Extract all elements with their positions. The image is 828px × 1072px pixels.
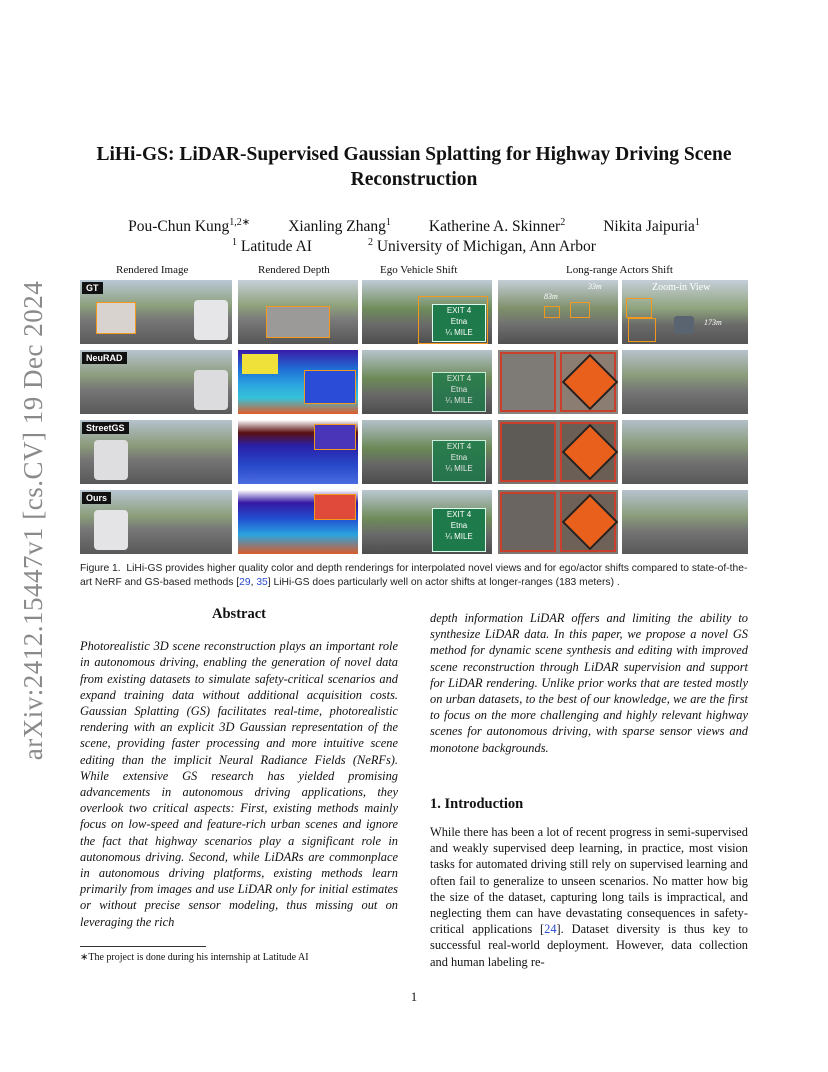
tile-rendered-depth-gt — [238, 280, 358, 344]
affiliation: $^1$ Latitude AI — [232, 236, 312, 255]
tile-zoom-neurad — [622, 350, 748, 414]
zoom-label: Zoom-in View — [652, 282, 711, 293]
tile-ego-shift-streetgs: EXIT 4 Etna ¼ MILE — [362, 420, 492, 484]
author-block — [80, 217, 748, 257]
paper-title: LiHi-GS: LiDAR-Supervised Gaussian Splatting for Highway Driving Scene Reconstruction — [96, 144, 732, 190]
figure-1 — [80, 264, 748, 562]
tile-actor-shift-streetgs — [498, 420, 618, 484]
highway-sign: EXIT 4 Etna ¼ MILE — [432, 304, 486, 342]
citation-link[interactable]: 29 — [239, 577, 251, 588]
right-column — [430, 610, 748, 970]
section-heading: 1. Introduction — [430, 795, 524, 812]
tile-rendered-image-streetgs — [80, 420, 232, 484]
figure-column-headers — [80, 264, 748, 280]
tile-ego-shift-neurad: EXIT 4 Etna ¼ MILE — [362, 350, 492, 414]
tile-rendered-depth-streetgs — [238, 420, 358, 484]
author-list — [80, 217, 748, 237]
author: Katherine A. Skinner$^2$ — [428, 216, 566, 235]
distance-label: 173m — [704, 318, 722, 327]
citation-link[interactable]: 35 — [256, 577, 268, 588]
car-image — [674, 316, 694, 334]
tile-zoom-gt — [622, 280, 748, 344]
abstract-heading: Abstract — [212, 606, 266, 622]
tile-rendered-depth-neurad — [238, 350, 358, 414]
author: Pou-Chun Kung$^{1,2∗}$ — [128, 216, 251, 235]
figure-caption: Figure 1. LiHi-GS provides higher quality color and depth renderings for interpolated novel views and for ego/actor shifts compared to state-of-the-art NeRF and GS-based methods [29, 35] LiHi-GS does particularly well on actor shifts at longer-ranges (183 meters) . — [80, 563, 748, 588]
affiliation-list — [80, 237, 748, 257]
row-label: GT — [82, 282, 103, 294]
author: Xianling Zhang$^1$ — [288, 216, 391, 235]
tile-rendered-image-gt — [80, 280, 232, 344]
footnote-rule — [80, 946, 206, 947]
tile-rendered-image-neurad — [80, 350, 232, 414]
tile-ego-shift-ours: EXIT 4 Etna ¼ MILE — [362, 490, 492, 554]
abstract-continuation: depth information LiDAR offers and limiting the ability to synthesize LiDAR data. In this paper, we propose a novel GS method for dynamic scene synthesis and editing with improved scene reconstruction through LiDAR supervision and support for LiDAR rendering. Unlike prior works that are tested mostly on urban datasets, to the best of our knowledge, we are the first to focus on the more challenging and highly relevant highway scenes for autonomous driving, with sparse sensor views and monotone backgrounds. — [430, 611, 748, 755]
tile-zoom-ours — [622, 490, 748, 554]
tile-ego-shift-gt — [362, 280, 492, 344]
left-column — [80, 606, 398, 930]
tile-rendered-image-ours — [80, 490, 232, 554]
row-label: Ours — [82, 492, 111, 504]
column-header: Rendered Image — [116, 264, 189, 276]
distance-label: 33m — [588, 282, 602, 291]
row-label: StreetGS — [82, 422, 129, 434]
page-number: 1 — [410, 990, 418, 1004]
column-header: Ego Vehicle Shift — [380, 264, 458, 276]
tile-zoom-streetgs — [622, 420, 748, 484]
tile-actor-shift-ours — [498, 490, 618, 554]
intro-paragraph: While there has been a lot of recent progress in semi-supervised and weakly supervised deep learning, in practice, most vision tasks for automated driving still rely on supervised learning and often fail to generalize to unseen scenarios. No matter how big the size of the dataset, capturing long tails is impractical, and neglecting them can have devastating consequences in safety-critical applications [24]. Dataset diversity is thus key to successful real-world deployment. However, data collection and human labeling re- — [430, 825, 748, 969]
van-image — [194, 300, 228, 340]
author: Nikita Jaipuria$^1$ — [603, 216, 700, 235]
distance-label: 83m — [544, 292, 558, 301]
arxiv-id: arXiv:2412.15447v1 [cs.CV] 19 Dec 2024 — [18, 280, 49, 760]
column-header: Rendered Depth — [258, 264, 330, 276]
tile-actor-shift-gt — [498, 280, 618, 344]
tile-rendered-depth-ours — [238, 490, 358, 554]
abstract-text: Photorealistic 3D scene reconstruction plays an important role in autonomous driving, enabling the generation of novel data from existing datasets to simulate safety-critical scenarios and expand training data without additional acquisition costs. Gaussian Splatting (GS) facilitates real-time, photorealistic rendering with an explicit 3D Gaussian representation of the scene, providing faster processing and more intuitive scene editing than the implicit Neural Radiance Fields (NeRFs). While extensive GS research has yielded promising advancements in autonomous driving applications, they overlook two critical aspects: First, existing methods mainly focus on low-speed and feature-rich urban scenes and ignore the fact that highway scenarios play a significant role in autonomous driving. Second, while LiDARs are commonplace in autonomous driving platforms, existing methods learn primarily from images and use LiDAR only for initial estimates or without precise sensor modeling, thus missing out on leveraging the rich — [80, 639, 398, 929]
affiliation: $^2$ University of Michigan, Ann Arbor — [367, 236, 596, 255]
footnote: ∗The project is done during his internship at Latitude AI — [80, 952, 309, 963]
citation-link[interactable]: 24 — [544, 922, 557, 937]
row-label: NeuRAD — [82, 352, 127, 364]
column-header: Long-range Actors Shift — [566, 264, 673, 276]
arxiv-stamp — [14, 280, 54, 760]
figure-grid — [80, 280, 748, 562]
tile-actor-shift-neurad — [498, 350, 618, 414]
